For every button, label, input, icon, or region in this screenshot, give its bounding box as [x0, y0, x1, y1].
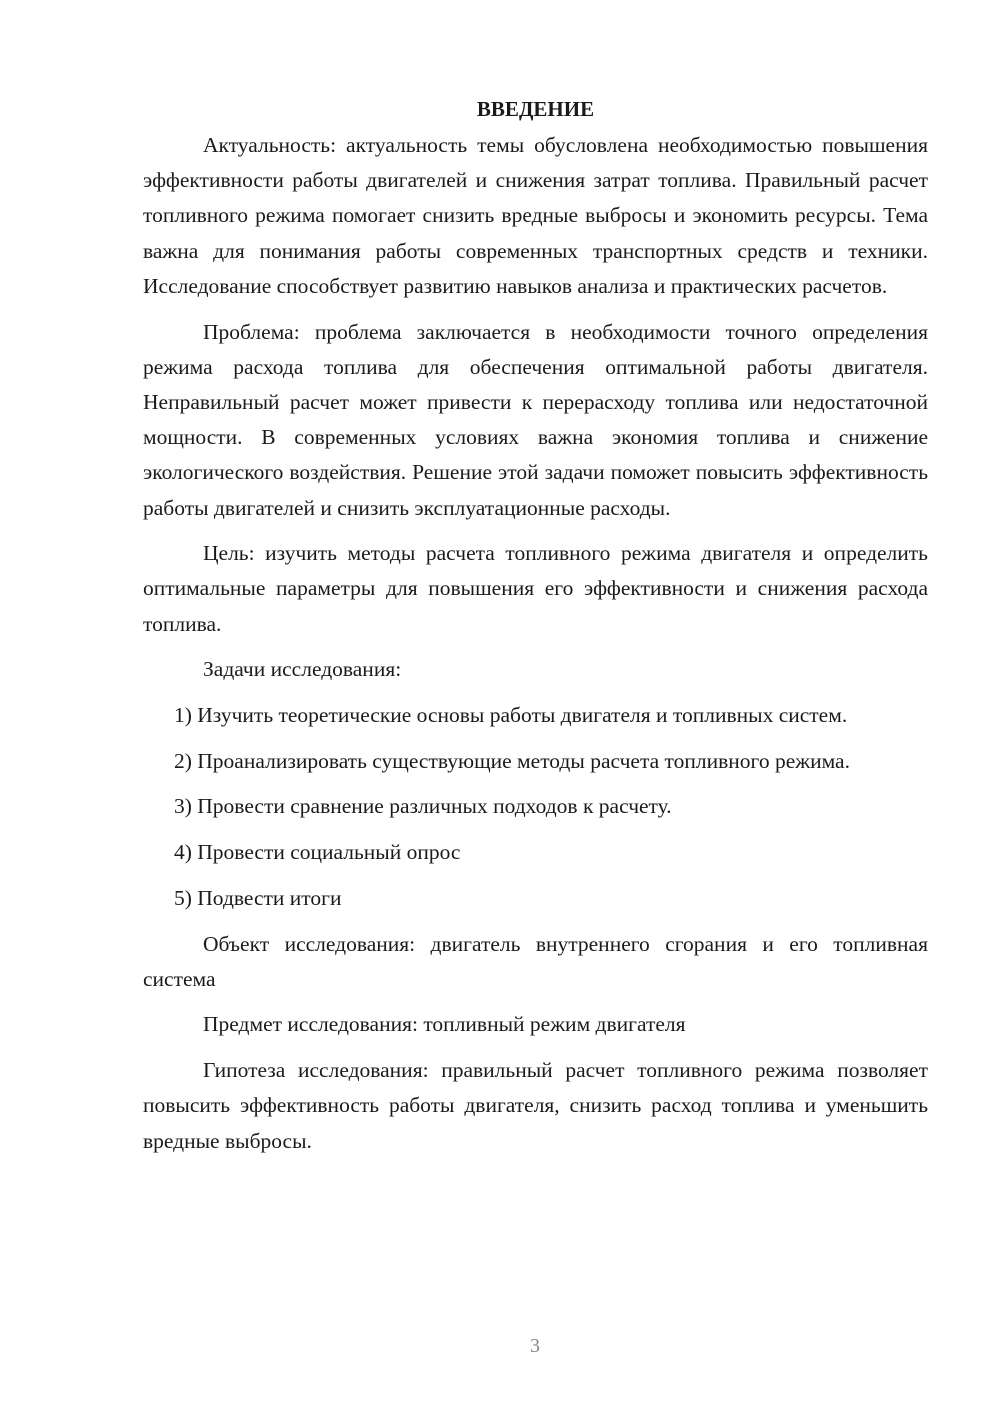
hypothesis-paragraph: Гипотеза исследования: правильный расчет топливного режима позволяет повысить эффективность работы двигателя, снизить расход топлива и уменьшить вредные выбросы. — [143, 1058, 928, 1153]
task-item-3: 3) Провести сравнение различных подходов к расчету. — [174, 794, 672, 819]
goal-paragraph: Цель: изучить методы расчета топливного режима двигателя и определить оптимальные параметры для повышения его эффективности и снижения расхода топлива. — [143, 541, 928, 636]
object-paragraph: Объект исследования: двигатель внутреннего сгорания и его топливная система — [143, 931, 928, 991]
task-item-1: 1) Изучить теоретические основы работы двигателя и топливных систем. — [174, 703, 848, 728]
tasks-heading: Задачи исследования: — [203, 657, 402, 682]
relevance-paragraph: Актуальность: актуальность темы обусловлена необходимостью повышения эффективности работы двигателей и снижения затрат топлива. Правильный расчет топливного режима помогает снизить вредные выбросы и экономить ресурсы. Тема важна для понимания работы современных транспортных средств и техники. Исследование способствует развитию навыков анализа и практических расчетов. — [143, 133, 928, 298]
document-page — [143, 92, 928, 1159]
task-item-2: 2) Проанализировать существующие методы расчета топливного режима. — [174, 748, 850, 773]
subject-paragraph: Предмет исследования: топливный режим двигателя — [203, 1012, 686, 1037]
problem-paragraph: Проблема: проблема заключается в необходимости точного определения режима расхода топлива для обеспечения оптимальной работы двигателя. Неправильный расчет может привести к перерасходу топлива или недостаточной мощности. В современных условиях важна экономия топлива и снижение экологического воздействия. Решение этой задачи поможет повысить эффективность работы двигателей и снизить эксплуатационные расходы. — [143, 319, 928, 520]
page-number: 3 — [530, 1335, 540, 1357]
task-item-4: 4) Провести социальный опрос — [174, 840, 461, 865]
section-title: ВВЕДЕНИЕ — [476, 97, 595, 121]
task-item-5: 5) Подвести итоги — [174, 885, 342, 910]
